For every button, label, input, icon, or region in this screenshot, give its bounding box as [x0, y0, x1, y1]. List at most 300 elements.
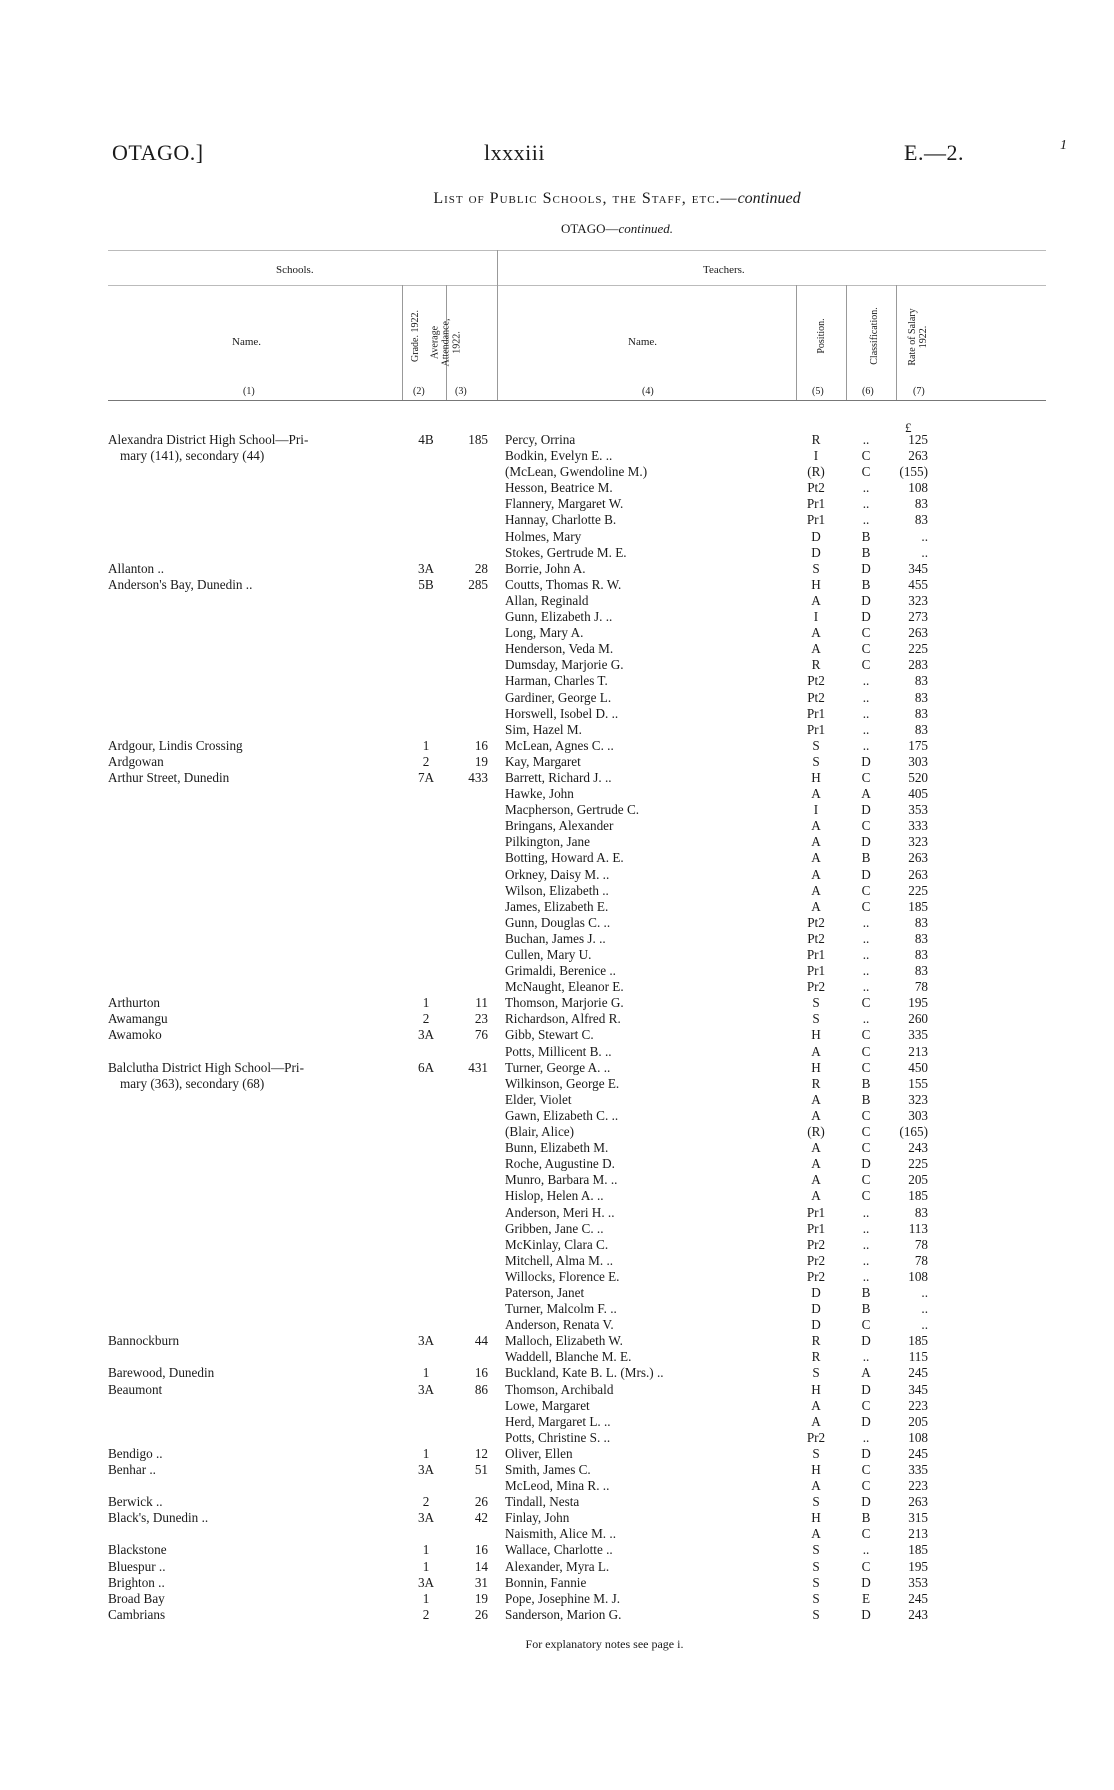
- school-name: mary (363), secondary (68): [120, 1075, 265, 1091]
- divider-grade: [402, 285, 403, 400]
- school-attendance: 14: [474, 1558, 488, 1574]
- teacher-classification: C: [861, 1462, 871, 1477]
- teacher-position: A: [811, 1091, 821, 1107]
- teacher-classification: C: [861, 1059, 871, 1075]
- table-row: [0, 1349, 1114, 1365]
- teacher-classification: B: [861, 528, 871, 544]
- teacher-salary: 263: [908, 866, 928, 882]
- teacher-salary: 225: [908, 641, 928, 657]
- school-grade: 3A: [417, 1510, 435, 1526]
- teacher-name: Turner, George A. ..: [505, 1059, 611, 1075]
- teacher-salary: 245: [908, 1365, 928, 1381]
- teacher-classification: C: [861, 641, 871, 657]
- teacher-classification: ..: [862, 1268, 870, 1284]
- school-name: Awamangu: [108, 1011, 168, 1027]
- table-row: [0, 1156, 1114, 1172]
- teacher-salary: 335: [908, 1462, 928, 1477]
- teacher-classification: B: [861, 1075, 871, 1091]
- teacher-classification: ..: [862, 480, 870, 496]
- teacher-salary: ..: [921, 544, 928, 560]
- teacher-name: Sanderson, Marion G.: [505, 1606, 622, 1622]
- table-row: [0, 850, 1114, 866]
- teacher-salary: 263: [908, 850, 928, 866]
- subtitle-main: OTAGO—: [561, 221, 619, 236]
- teacher-classification: C: [861, 995, 871, 1011]
- teacher-name: Potts, Millicent B. ..: [505, 1043, 612, 1059]
- teacher-salary: 78: [914, 979, 928, 995]
- teacher-salary: 303: [908, 1107, 928, 1123]
- school-attendance: 31: [474, 1574, 488, 1590]
- teacher-name: Pilkington, Jane: [505, 834, 590, 850]
- teacher-salary: 185: [908, 1542, 928, 1558]
- teacher-position: A: [811, 592, 821, 608]
- region-header: OTAGO.]: [112, 140, 204, 165]
- teacher-salary: 520: [908, 769, 928, 785]
- school-attendance: 431: [468, 1059, 488, 1075]
- teacher-classification: C: [861, 1124, 871, 1140]
- table-row: [0, 673, 1114, 689]
- school-grade: 3A: [417, 1462, 435, 1477]
- teacher-classification: D: [861, 802, 871, 818]
- pound-sign: £: [905, 420, 912, 435]
- table-row: [0, 722, 1114, 738]
- table-row: [0, 496, 1114, 512]
- school-grade: 2: [422, 1606, 430, 1622]
- title-main: List of Public Schools, the Staff, etc.—: [433, 190, 738, 207]
- teacher-salary: 175: [908, 737, 928, 753]
- teacher-position: A: [811, 818, 821, 834]
- teacher-position: Pr1: [806, 512, 826, 528]
- school-attendance: 44: [474, 1333, 488, 1349]
- school-attendance: 285: [468, 576, 488, 592]
- teacher-position: Pr2: [806, 1268, 826, 1284]
- teacher-position: (R): [807, 464, 825, 480]
- teacher-name: Lowe, Margaret: [505, 1397, 590, 1413]
- table-row: [0, 1108, 1114, 1124]
- school-attendance: 19: [474, 753, 488, 769]
- teacher-salary: 323: [908, 1091, 928, 1107]
- school-grade: 2: [422, 753, 430, 769]
- table-row: [0, 1285, 1114, 1301]
- teacher-position: Pr1: [806, 705, 826, 721]
- teacher-position: A: [811, 1140, 821, 1156]
- table-row: [0, 1140, 1114, 1156]
- teacher-classification: C: [861, 1140, 871, 1156]
- teacher-position: R: [811, 1333, 821, 1349]
- school-name: Cambrians: [108, 1606, 166, 1622]
- teacher-position: I: [813, 802, 819, 818]
- teacher-name: Thomson, Archibald: [505, 1381, 614, 1397]
- teacher-position: I: [813, 448, 819, 464]
- teacher-salary: 185: [908, 1333, 928, 1349]
- teacher-classification: ..: [862, 705, 870, 721]
- teacher-salary: 83: [914, 705, 928, 721]
- teacher-classification: C: [861, 1188, 871, 1204]
- school-name: Ardgour, Lindis Crossing: [108, 737, 243, 753]
- table-row: [0, 915, 1114, 931]
- title-continued: continued: [737, 190, 801, 207]
- teacher-name: Gardiner, George L.: [505, 689, 612, 705]
- teacher-name: Long, Mary A.: [505, 625, 584, 641]
- table-row: [0, 786, 1114, 802]
- table-row: [0, 480, 1114, 496]
- school-attendance: 433: [468, 769, 488, 785]
- teacher-position: S: [812, 1542, 820, 1558]
- teacher-position: Pr1: [806, 1204, 826, 1220]
- table-row: [0, 1027, 1114, 1043]
- teacher-position: A: [811, 1526, 821, 1542]
- school-attendance: 28: [474, 560, 488, 576]
- teacher-classification: D: [861, 592, 871, 608]
- teacher-classification: ..: [862, 930, 870, 946]
- school-attendance: 16: [474, 1542, 488, 1558]
- table-row: [0, 690, 1114, 706]
- teacher-salary: 78: [914, 1236, 928, 1252]
- school-grade: 5B: [418, 576, 434, 592]
- teacher-salary: 195: [908, 995, 928, 1011]
- table-row: [0, 1092, 1114, 1108]
- teacher-name: Orkney, Daisy M. ..: [505, 866, 610, 882]
- school-name: Brighton ..: [108, 1574, 165, 1590]
- teacher-position: S: [812, 1494, 820, 1510]
- teacher-classification: B: [861, 576, 871, 592]
- teacher-salary: 83: [914, 721, 928, 737]
- teacher-position: Pr1: [806, 496, 826, 512]
- teacher-salary: 353: [908, 1574, 928, 1590]
- teacher-salary: 185: [908, 1188, 928, 1204]
- table-row: [0, 1076, 1114, 1092]
- teacher-classification: C: [861, 448, 871, 464]
- teacher-salary: 323: [908, 592, 928, 608]
- teacher-position: Pt2: [807, 480, 825, 496]
- school-attendance: 26: [474, 1606, 488, 1622]
- teacher-name: McNaught, Eleanor E.: [505, 979, 624, 995]
- teacher-salary: 108: [908, 1429, 928, 1445]
- table-row: [0, 963, 1114, 979]
- school-name: Bendigo ..: [108, 1445, 163, 1461]
- teacher-salary: 263: [908, 1494, 928, 1510]
- teacher-classification: ..: [862, 673, 870, 689]
- teacher-salary: 263: [908, 625, 928, 641]
- teacher-classification: B: [861, 1284, 871, 1300]
- table-row: [0, 899, 1114, 915]
- teacher-name: Cullen, Mary U.: [505, 947, 592, 962]
- teacher-position: D: [811, 544, 821, 560]
- teacher-name: Borrie, John A.: [505, 560, 586, 576]
- teacher-name: (Blair, Alice): [505, 1124, 575, 1140]
- teacher-name: Bunn, Elizabeth M.: [505, 1140, 609, 1156]
- teacher-salary: 283: [908, 657, 928, 673]
- table-row: [0, 657, 1114, 673]
- teacher-classification: C: [861, 1558, 871, 1574]
- table-row: [0, 1060, 1114, 1076]
- teacher-name: Gunn, Elizabeth J. ..: [505, 609, 613, 625]
- school-name: Balclutha District High School—Pri-: [108, 1059, 304, 1075]
- teacher-position: Pr2: [806, 1252, 826, 1268]
- school-grade: 2: [422, 1494, 430, 1510]
- teacher-name: Hawke, John: [505, 786, 574, 802]
- teacher-salary: 78: [914, 1252, 928, 1268]
- school-name: Allanton ..: [108, 560, 165, 576]
- teacher-name: Finlay, John: [505, 1510, 570, 1526]
- school-name: Anderson's Bay, Dunedin ..: [108, 576, 253, 592]
- teacher-classification: C: [861, 769, 871, 785]
- teacher-salary: 263: [908, 448, 928, 464]
- teacher-position: R: [811, 657, 821, 673]
- table-row: [0, 1591, 1114, 1607]
- divider-classification: [846, 285, 847, 400]
- table-row: [0, 1446, 1114, 1462]
- teacher-name: Allan, Reginald: [505, 592, 589, 608]
- table-row: [0, 802, 1114, 818]
- teacher-salary: 225: [908, 882, 928, 898]
- teacher-salary: 83: [914, 1204, 928, 1220]
- teacher-salary: 223: [908, 1397, 928, 1413]
- school-grade: 3A: [417, 560, 435, 576]
- teacher-classification: E: [861, 1590, 871, 1606]
- table-row: [0, 931, 1114, 947]
- table-row: [0, 625, 1114, 641]
- teacher-salary: 83: [914, 947, 928, 962]
- teacher-position: A: [811, 1107, 821, 1123]
- teacher-position: S: [812, 737, 820, 753]
- teacher-position: H: [811, 1059, 821, 1075]
- teacher-salary: 205: [908, 1172, 928, 1188]
- teacher-salary: 108: [908, 480, 928, 496]
- teacher-salary: 450: [908, 1059, 928, 1075]
- teacher-classification: D: [861, 1606, 871, 1622]
- teacher-position: H: [811, 1381, 821, 1397]
- table-row: [0, 738, 1114, 754]
- teacher-position: S: [812, 1606, 820, 1622]
- school-attendance: 23: [474, 1011, 488, 1027]
- teacher-name: Botting, Howard A. E.: [505, 850, 624, 866]
- teacher-salary: 213: [908, 1043, 928, 1059]
- teacher-position: A: [811, 898, 821, 914]
- school-name: Benhar ..: [108, 1462, 156, 1477]
- group-rule: [108, 285, 1046, 286]
- teacher-name: Flannery, Margaret W.: [505, 496, 624, 512]
- teacher-salary: 185: [908, 898, 928, 914]
- col-num-3: (3): [455, 386, 467, 397]
- teacher-salary: 260: [908, 1011, 928, 1027]
- table-row: [0, 1221, 1114, 1237]
- teacher-classification: D: [861, 1156, 871, 1172]
- group-teachers: Teachers.: [703, 264, 745, 276]
- teacher-classification: ..: [862, 689, 870, 705]
- school-grade: 3A: [417, 1574, 435, 1590]
- teacher-salary: ..: [921, 1317, 928, 1333]
- school-name: Blackstone: [108, 1542, 167, 1558]
- teacher-name: Malloch, Elizabeth W.: [505, 1333, 623, 1349]
- school-name: Beaumont: [108, 1381, 163, 1397]
- teacher-position: A: [811, 850, 821, 866]
- teacher-name: Bodkin, Evelyn E. ..: [505, 448, 613, 464]
- table-row: [0, 1575, 1114, 1591]
- teacher-position: A: [811, 1188, 821, 1204]
- table-row: [0, 1478, 1114, 1494]
- table-row: [0, 883, 1114, 899]
- teacher-classification: C: [861, 1526, 871, 1542]
- col-num-2: (2): [413, 386, 425, 397]
- teacher-classification: D: [861, 609, 871, 625]
- teacher-position: S: [812, 1590, 820, 1606]
- teacher-classification: C: [861, 882, 871, 898]
- col-teacher-name: Name.: [628, 336, 658, 348]
- teacher-salary: 455: [908, 576, 928, 592]
- teacher-position: S: [812, 1574, 820, 1590]
- teacher-position: (R): [807, 1124, 825, 1140]
- table-row: [0, 818, 1114, 834]
- teacher-name: Bonnin, Fannie: [505, 1574, 587, 1590]
- table-row: [0, 1365, 1114, 1381]
- page-subtitle: [0, 221, 1114, 237]
- table-row: [0, 1188, 1114, 1204]
- school-name: Barewood, Dunedin: [108, 1365, 215, 1381]
- table-row: [0, 1430, 1114, 1446]
- teacher-name: Harman, Charles T.: [505, 673, 608, 689]
- teacher-position: D: [811, 1284, 821, 1300]
- teacher-position: S: [812, 1558, 820, 1574]
- teacher-name: Gribben, Jane C. ..: [505, 1220, 604, 1236]
- table-row: [0, 1559, 1114, 1575]
- page-number: lxxxiii: [484, 140, 545, 165]
- school-name: Alexandra District High School—Pri-: [108, 432, 309, 447]
- col-position: Position.: [816, 318, 827, 354]
- teacher-name: Bringans, Alexander: [505, 818, 614, 834]
- teacher-name: Macpherson, Gertrude C.: [505, 802, 640, 818]
- table-row: [0, 1414, 1114, 1430]
- teacher-classification: C: [861, 898, 871, 914]
- teacher-classification: ..: [862, 496, 870, 512]
- table-row: [0, 947, 1114, 963]
- teacher-name: Buchan, James J. ..: [505, 930, 606, 946]
- page-title: [0, 190, 1114, 208]
- table-row: [0, 641, 1114, 657]
- divider-position: [796, 285, 797, 400]
- table-row: [0, 464, 1114, 480]
- teacher-name: Percy, Orrina: [505, 432, 576, 447]
- col-num-4: (4): [642, 386, 654, 397]
- teacher-position: A: [811, 834, 821, 850]
- teacher-position: A: [811, 1478, 821, 1494]
- teacher-salary: 323: [908, 834, 928, 850]
- teacher-salary: 108: [908, 1268, 928, 1284]
- teacher-classification: C: [861, 1172, 871, 1188]
- teacher-position: I: [813, 609, 819, 625]
- teacher-classification: ..: [862, 1204, 870, 1220]
- teacher-classification: D: [861, 834, 871, 850]
- teacher-position: H: [811, 1462, 821, 1477]
- school-grade: 1: [422, 737, 430, 753]
- teacher-salary: 83: [914, 914, 928, 930]
- school-grade: 1: [422, 1558, 430, 1574]
- teacher-name: Hislop, Helen A. ..: [505, 1188, 604, 1204]
- teacher-salary: ..: [921, 1284, 928, 1300]
- school-name: Black's, Dunedin ..: [108, 1510, 209, 1526]
- table-row: [0, 609, 1114, 625]
- teacher-position: A: [811, 1413, 821, 1429]
- teacher-classification: ..: [862, 914, 870, 930]
- teacher-name: Paterson, Janet: [505, 1284, 585, 1300]
- teacher-salary: 213: [908, 1526, 928, 1542]
- table-row: [0, 529, 1114, 545]
- table-row: [0, 448, 1114, 464]
- table-row: [0, 1333, 1114, 1349]
- teacher-position: A: [811, 882, 821, 898]
- school-name: Arthur Street, Dunedin: [108, 769, 230, 785]
- teacher-classification: C: [861, 464, 871, 480]
- teacher-name: Grimaldi, Berenice ..: [505, 963, 616, 979]
- table-row: [0, 1253, 1114, 1269]
- subtitle-continued: continued.: [618, 221, 673, 236]
- teacher-salary: 223: [908, 1478, 928, 1494]
- teacher-salary: 243: [908, 1606, 928, 1622]
- teacher-name: McLean, Agnes C. ..: [505, 737, 614, 753]
- col-school-name: Name.: [232, 336, 262, 348]
- teacher-classification: C: [861, 657, 871, 673]
- teacher-salary: ..: [921, 528, 928, 544]
- teacher-name: Gunn, Douglas C. ..: [505, 914, 611, 930]
- teacher-salary: 83: [914, 512, 928, 528]
- table-row: [0, 1205, 1114, 1221]
- teacher-name: Gibb, Stewart C.: [505, 1027, 594, 1043]
- school-attendance: 51: [474, 1462, 488, 1477]
- teacher-classification: A: [861, 1365, 871, 1381]
- school-grade: 1: [422, 1445, 430, 1461]
- teacher-name: Barrett, Richard J. ..: [505, 769, 612, 785]
- table-row: [0, 995, 1114, 1011]
- teacher-classification: B: [861, 1091, 871, 1107]
- teacher-salary: 303: [908, 753, 928, 769]
- teacher-salary: 333: [908, 818, 928, 834]
- teacher-position: H: [811, 576, 821, 592]
- footer-note: For explanatory notes see page i.: [525, 1637, 684, 1651]
- teacher-classification: ..: [862, 1236, 870, 1252]
- teacher-position: A: [811, 625, 821, 641]
- table-row: [0, 867, 1114, 883]
- table-row: [0, 1172, 1114, 1188]
- teacher-classification: B: [861, 1510, 871, 1526]
- teacher-classification: C: [861, 1043, 871, 1059]
- teacher-name: Wilson, Elizabeth ..: [505, 882, 609, 898]
- col-num-7: (7): [913, 386, 925, 397]
- teacher-position: A: [811, 641, 821, 657]
- divider-schools-teachers: [497, 250, 498, 400]
- teacher-name: Munro, Barbara M. ..: [505, 1172, 618, 1188]
- teacher-classification: D: [861, 1494, 871, 1510]
- teacher-name: Hannay, Charlotte B.: [505, 512, 617, 528]
- group-schools: Schools.: [276, 264, 314, 276]
- teacher-name: Anderson, Renata V.: [505, 1317, 614, 1333]
- school-attendance: 26: [474, 1494, 488, 1510]
- teacher-position: Pr1: [806, 947, 826, 962]
- teacher-classification: ..: [862, 1011, 870, 1027]
- header-bottom-rule: [108, 400, 1046, 401]
- teacher-position: Pt2: [807, 673, 825, 689]
- table-row: [0, 1462, 1114, 1478]
- teacher-position: Pr1: [806, 721, 826, 737]
- teacher-name: Sim, Hazel M.: [505, 721, 582, 737]
- table-row: [0, 1124, 1114, 1140]
- teacher-classification: C: [861, 1107, 871, 1123]
- teacher-name: Horswell, Isobel D. ..: [505, 705, 619, 721]
- header-top-rule: [108, 250, 1046, 251]
- teacher-classification: C: [861, 625, 871, 641]
- school-attendance: 16: [474, 737, 488, 753]
- teacher-classification: ..: [862, 1542, 870, 1558]
- school-grade: 3A: [417, 1027, 435, 1043]
